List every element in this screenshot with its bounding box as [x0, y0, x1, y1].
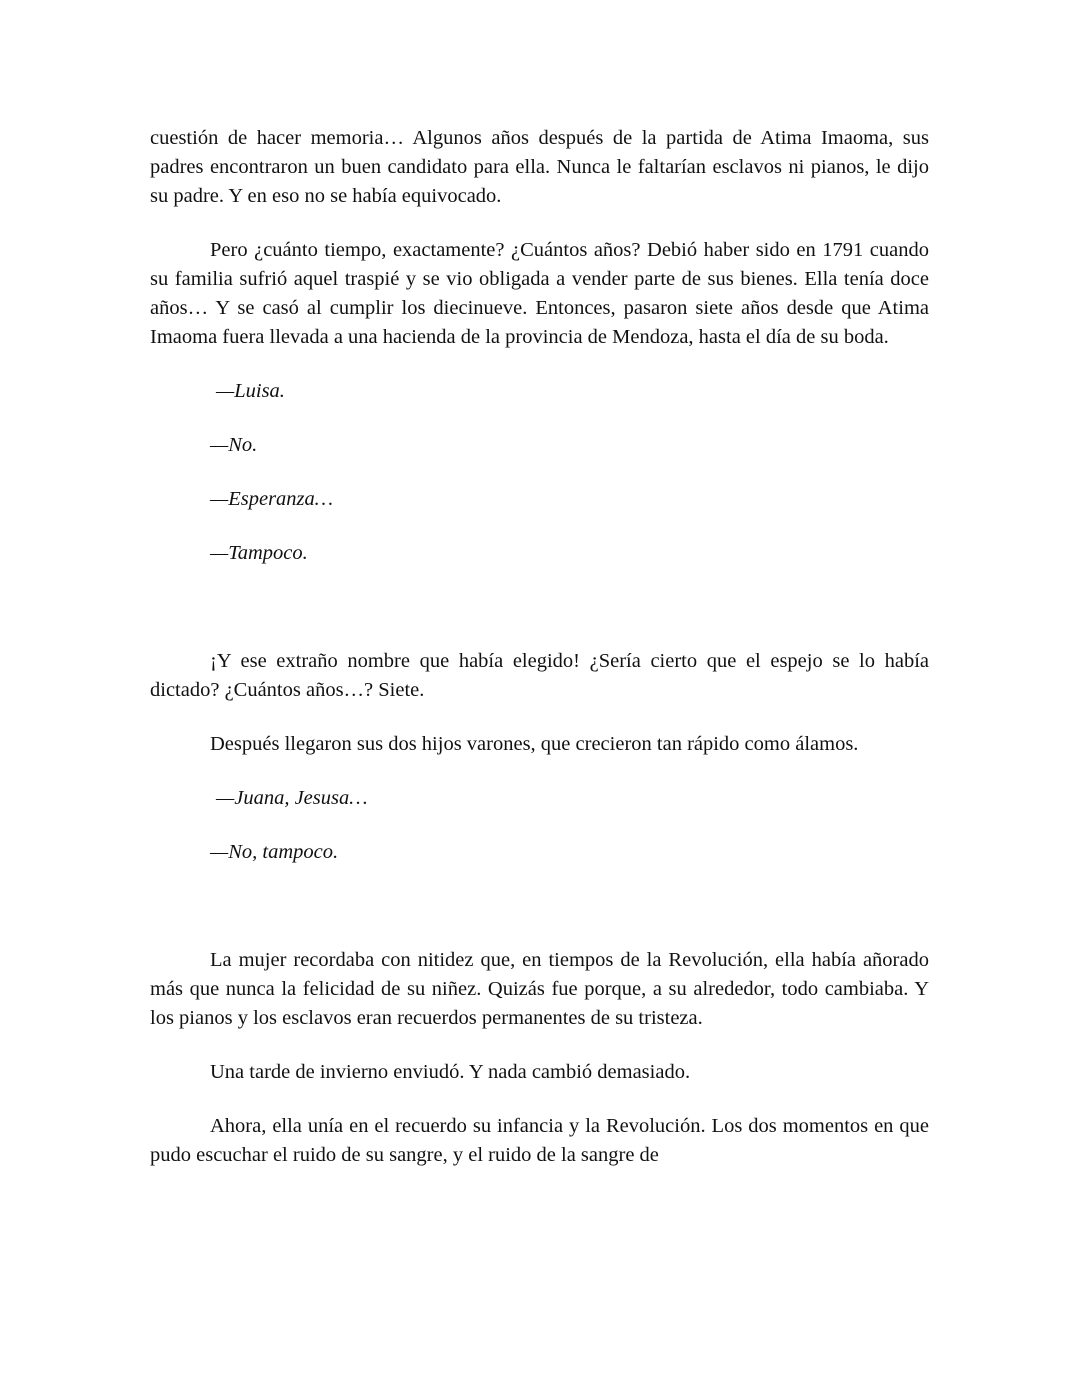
paragraph-6: Una tarde de invierno enviudó. Y nada cambió demasiado. — [210, 1061, 691, 1083]
dialogue-line-4: —Tampoco. — [210, 542, 308, 564]
dialogue-line-1: —Luisa. — [216, 380, 285, 402]
dialogue-line-5: —Juana, Jesusa… — [216, 787, 368, 809]
document-page — [150, 124, 929, 1195]
dialogue-line-6: —No, tampoco. — [210, 841, 339, 863]
paragraph-1: cuestión de hacer memoria… Algunos años después de la partida de Atima Imaoma, sus padres encontraron un buen candidato para ella. Nunca le faltarían esclavos ni pianos, le dijo su padre. Y en eso no se había equivocado. — [150, 127, 929, 207]
section-gap — [150, 892, 929, 946]
paragraph-2: Pero ¿cuánto tiempo, exactamente? ¿Cuántos años? Debió haber sido en 1791 cuando su familia sufrió aquel traspié y se vio obligada a vender parte de sus bienes. Ella tenía doce años… Y se casó al cumplir los diecinueve. Entonces, pasaron siete años desde que Atima Imaoma fuera llevada a una hacienda de la provincia de Mendoza, hasta el día de su boda. — [150, 239, 929, 348]
paragraph-3: ¡Y ese extraño nombre que había elegido! ¿Sería cierto que el espejo se lo había dictado? ¿Cuántos años…? Siete. — [150, 650, 929, 701]
dialogue-line-3: —Esperanza… — [210, 488, 334, 510]
dialogue-line-2: —No. — [210, 434, 258, 456]
paragraph-5: La mujer recordaba con nitidez que, en tiempos de la Revolución, ella había añorado más que nunca la felicidad de su niñez. Quizás fue porque, a su alrededor, todo cambiaba. Y los pianos y los esclavos eran recuerdos permanentes de su tristeza. — [150, 949, 929, 1029]
section-gap — [150, 593, 929, 647]
paragraph-4: Después llegaron sus dos hijos varones, que crecieron tan rápido como álamos. — [210, 733, 859, 755]
paragraph-7: Ahora, ella unía en el recuerdo su infancia y la Revolución. Los dos momentos en que pudo escuchar el ruido de su sangre, y el ruido de la sangre de — [150, 1115, 929, 1166]
